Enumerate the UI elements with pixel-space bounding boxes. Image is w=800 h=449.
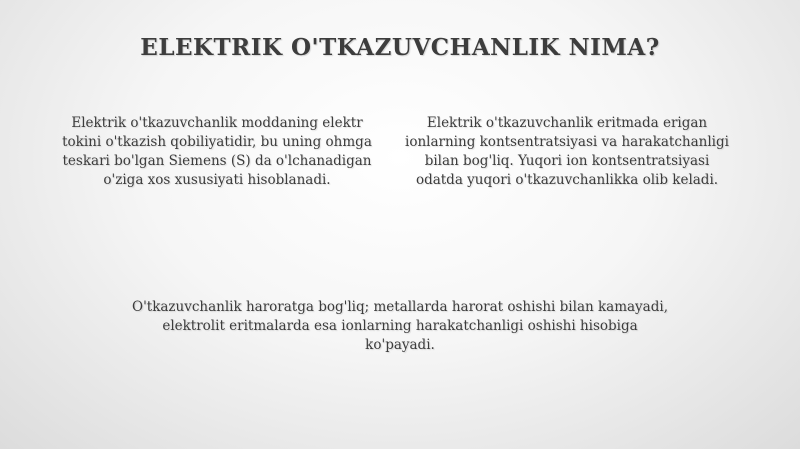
- paragraph-left: Elektrik o'tkazuvchanlik moddaning elektr tokini o'tkazish qobiliyatidir, bu uning ohmga teskari bo'lgan Siemens (S) da o'lchanadigan o'ziga xos xususiyati hisoblanadi.: [62, 115, 372, 188]
- paragraph-bottom: O'tkazuvchanlik haroratga bog'liq; metallarda harorat oshishi bilan kamayadi, elektrolit eritmalarda esa ionlarning harakatchanligi oshishi hisobiga ko'payadi.: [132, 299, 668, 353]
- paragraph-right: Elektrik o'tkazuvchanlik eritmada erigan ionlarning kontsentratsiyasi va harakatchanligi bilan bog'liq. Yuqori ion kontsentratsiyasi odatda yuqori o'tkazuvchanlikka olib keladi.: [405, 115, 729, 188]
- slide-title: ELEKTRIK O'TKAZUVCHANLIK NIMA?: [140, 34, 660, 61]
